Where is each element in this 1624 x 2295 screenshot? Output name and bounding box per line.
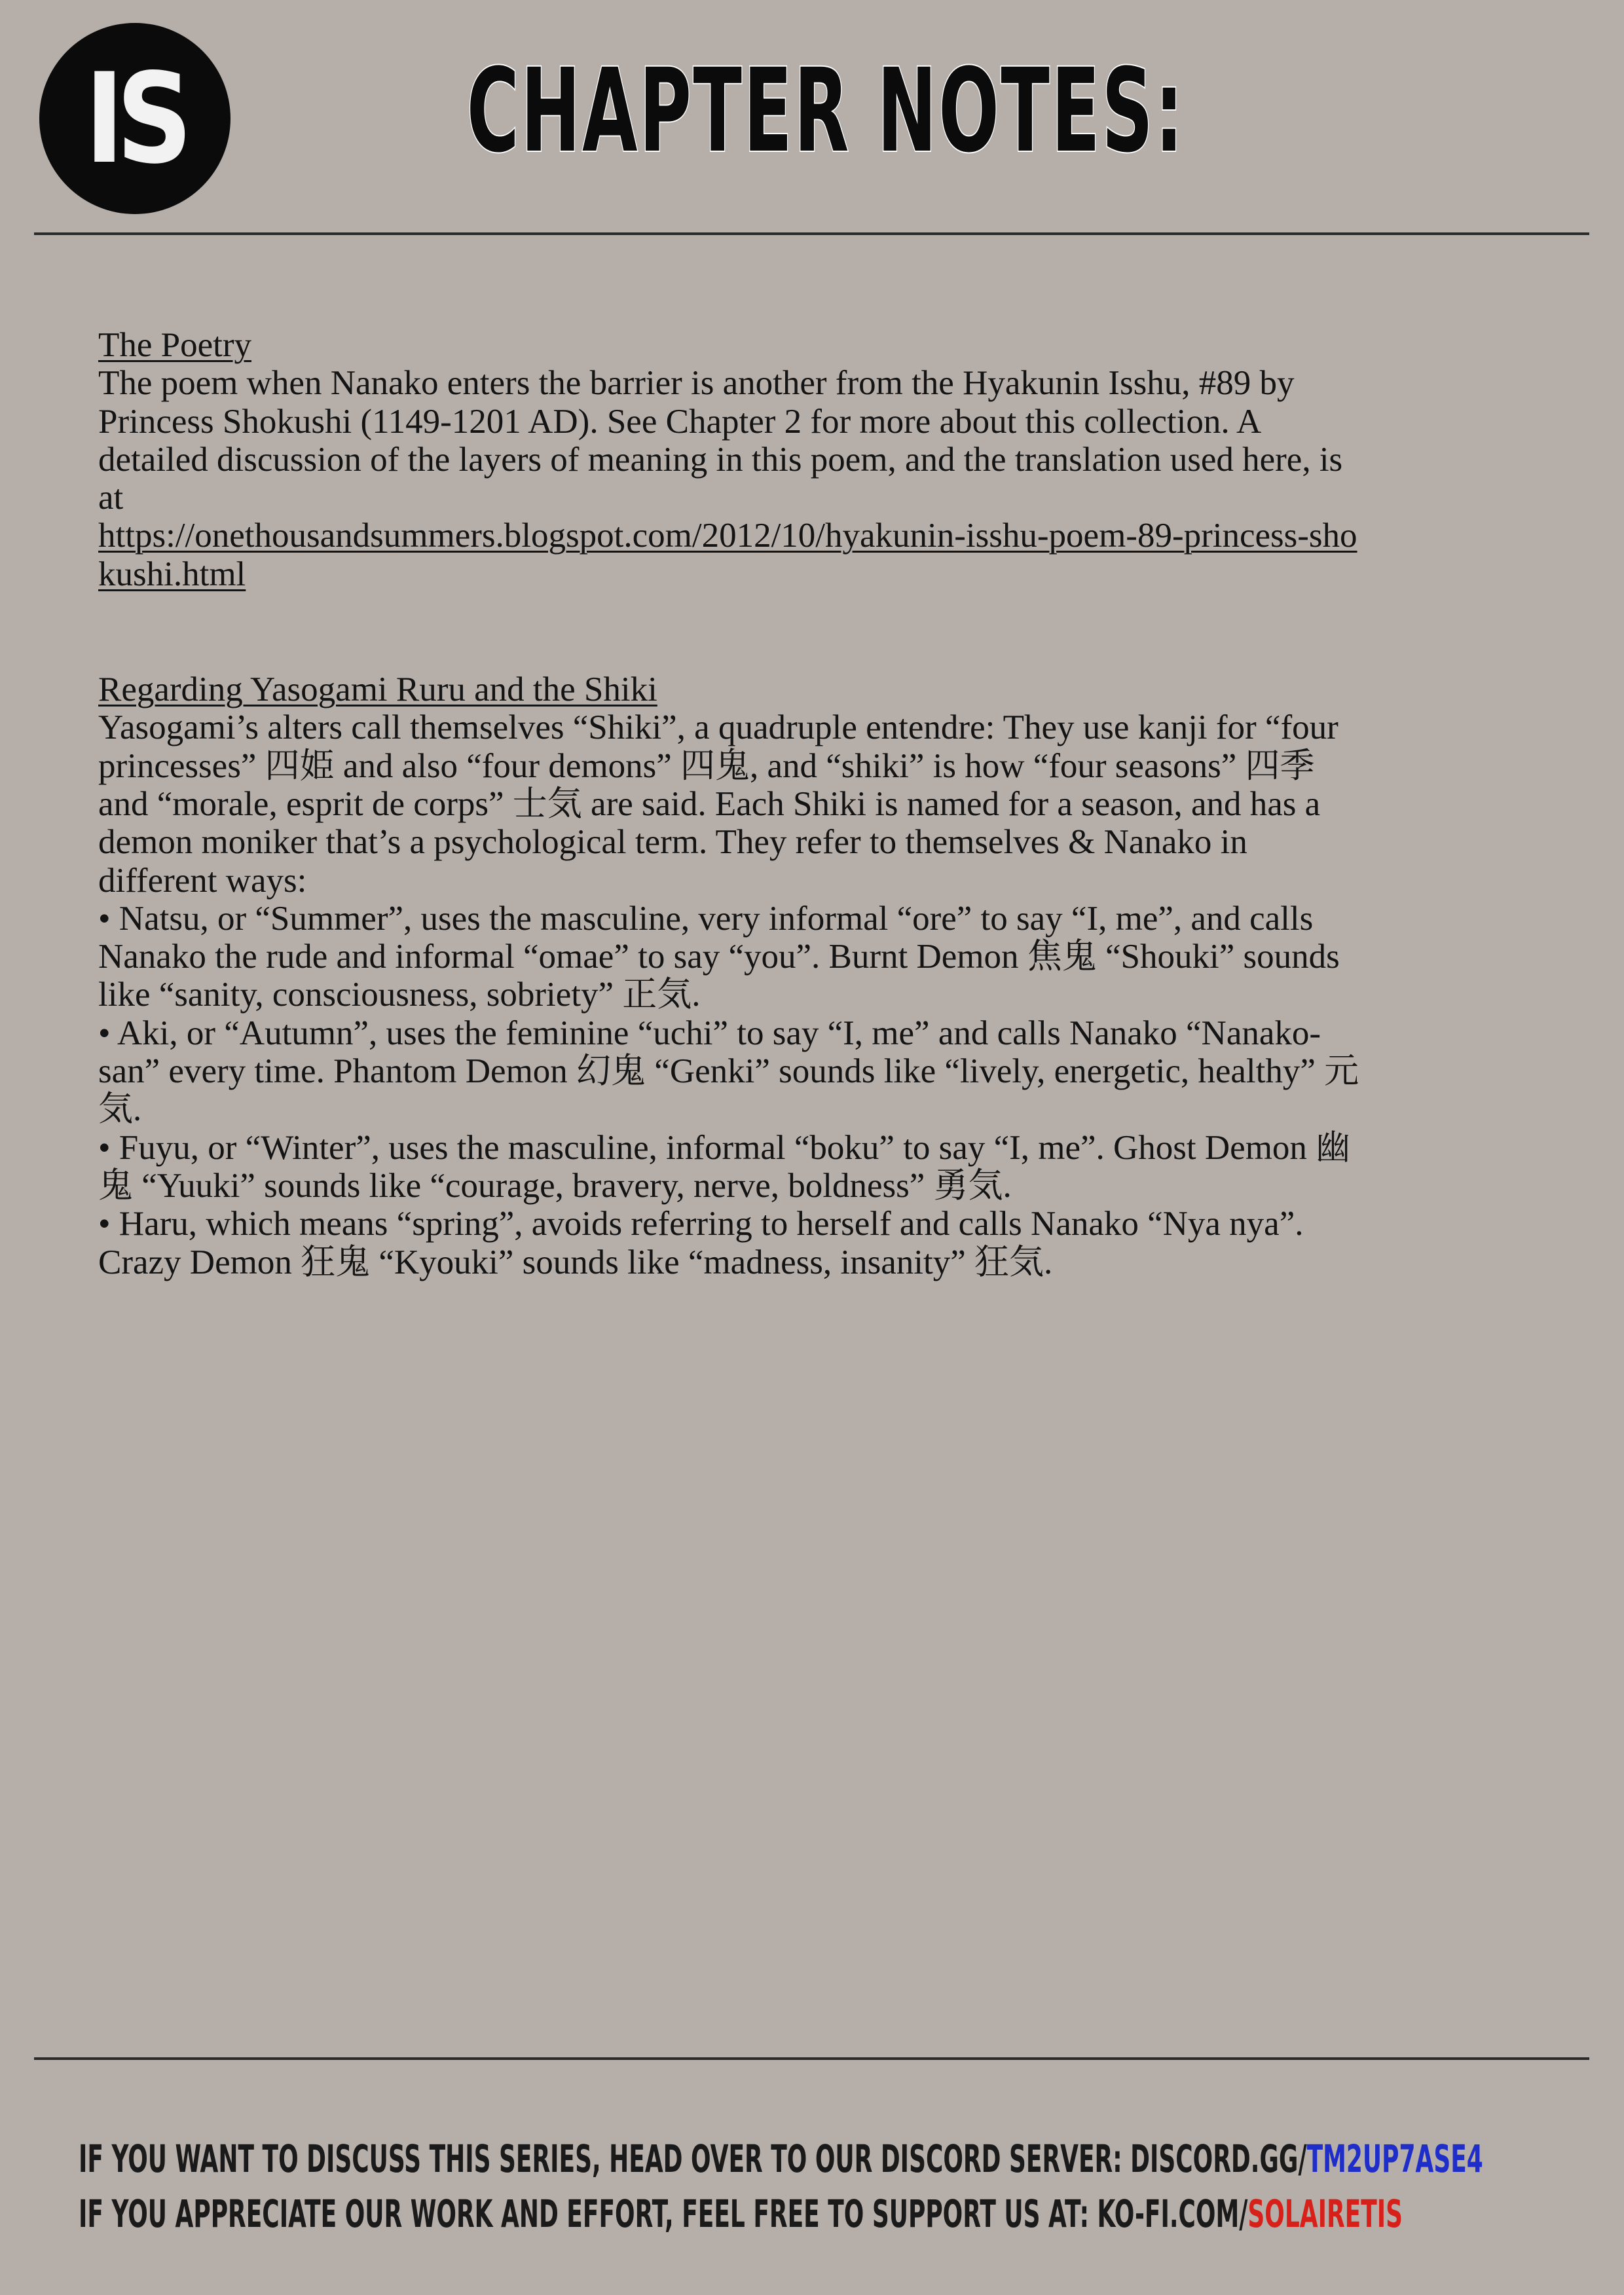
shiki-bullet-fuyu: • Fuyu, or “Winter”, uses the masculine, informal “boku” to say “I, me”. Ghost Demon 幽鬼 “Yuuki” sounds like “courage, bravery, nerve, boldness” 勇気. bbox=[98, 1128, 1351, 1205]
shiki-section bbox=[98, 670, 1362, 1281]
top-divider bbox=[34, 232, 1589, 235]
bottom-divider bbox=[34, 2057, 1589, 2060]
poetry-heading: The Poetry bbox=[98, 326, 252, 364]
discord-prefix: IF YOU WANT TO DISCUSS THIS SERIES, HEAD OVER TO OUR DISCORD SERVER: DISCORD.GG/ bbox=[79, 2137, 1307, 2181]
shiki-bullet-haru: • Haru, which means “spring”, avoids referring to herself and calls Nanako “Nya nya”. Crazy Demon 狂鬼 “Kyouki” sounds like “madness, insanity” 狂気. bbox=[98, 1205, 1304, 1281]
poetry-section bbox=[98, 326, 1362, 593]
poetry-link[interactable]: https://onethousandsummers.blogspot.com/2012/10/hyakunin-isshu-poem-89-princess-shokushi.html bbox=[98, 517, 1357, 593]
notes-content bbox=[98, 326, 1362, 1281]
kofi-line bbox=[79, 2186, 1403, 2241]
shiki-heading: Regarding Yasogami Ruru and the Shiki bbox=[98, 670, 657, 709]
shiki-bullet-natsu: • Natsu, or “Summer”, uses the masculine, very informal “ore” to say “I, me”, and calls Nanako the rude and informal “omae” to say “you”. Burnt Demon 焦鬼 “Shouki” sounds like “sanity, consciousness, sobriety” 正気. bbox=[98, 899, 1340, 1014]
shiki-intro: Yasogami’s alters call themselves “Shiki”, a quadruple entendre: They use kanji for “four princesses” 四姫 and also “four demons” 四鬼, and “shiki” is how “four seasons” 四季 and “morale, esprit de corps” 士気 are said. Each Shiki is named for a season, and has a demon moniker that’s a psychological term. They refer to themselves & Nanako in different ways: bbox=[98, 708, 1338, 900]
kofi-user-link[interactable]: SOLAIRETIS bbox=[1247, 2192, 1403, 2236]
discord-code-link[interactable]: TM2UP7ASE4 bbox=[1306, 2137, 1483, 2181]
shiki-bullet-aki: • Aki, or “Autumn”, uses the feminine “uchi” to say “I, me” and calls Nanako “Nanako-san” every time. Phantom Demon 幻鬼 “Genki” sounds like “lively, energetic, healthy” 元気. bbox=[98, 1014, 1359, 1129]
section-gap bbox=[98, 593, 1362, 670]
kofi-prefix: IF YOU APPRECIATE OUR WORK AND EFFORT, FEEL FREE TO SUPPORT US AT: KO-FI.COM/ bbox=[79, 2192, 1248, 2236]
page-title: CHAPTER NOTES: bbox=[466, 44, 1185, 178]
poetry-body: The poem when Nanako enters the barrier is another from the Hyakunin Isshu, #89 by Princess Shokushi (1149-1201 AD). See Chapter 2 for more about this collection. A detailed discussion of the layers of meaning in this poem, and the translation used here, is at bbox=[98, 364, 1343, 517]
footer bbox=[79, 2131, 1483, 2241]
logo bbox=[39, 23, 231, 214]
logo-text: IS bbox=[84, 46, 185, 191]
discord-line bbox=[79, 2131, 1483, 2186]
